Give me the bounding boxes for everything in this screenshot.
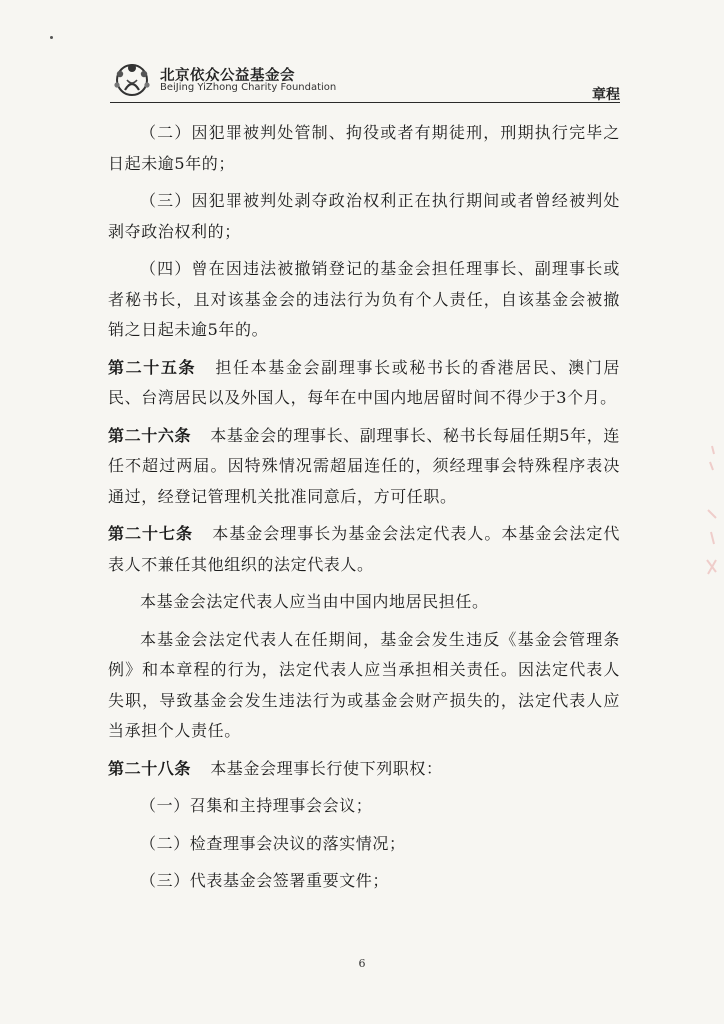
organization-name-cn: 北京依众公益基金会 bbox=[160, 68, 295, 84]
document-body bbox=[108, 118, 620, 904]
charity-people-logo-icon bbox=[110, 60, 154, 100]
paragraph-text: （二）检查理事会决议的落实情况； bbox=[140, 833, 406, 853]
paragraph bbox=[108, 866, 620, 897]
article-paragraph bbox=[108, 754, 620, 785]
article-number: 第二十八条 bbox=[108, 758, 192, 778]
paragraph-text: （三）因犯罪被判处剥夺政治权利正在执行期间或者曾经被判处剥夺政治权利的； bbox=[108, 191, 620, 241]
organization-name-en: BeiJing YiZhong Charity Foundation bbox=[160, 82, 337, 93]
paragraph-text: 本基金会法定代表人应当由中国内地居民担任。 bbox=[140, 592, 489, 611]
paragraph bbox=[108, 587, 620, 618]
paragraph-text: （四）曾在因违法被撤销登记的基金会担任理事长、副理事长或者秘书长，且对该基金会的违法行为负有个人责任，自该基金会被撤销之日起未逾5年的。 bbox=[108, 259, 620, 339]
paragraph bbox=[108, 254, 620, 346]
paragraph-text: （三）代表基金会签署重要文件； bbox=[140, 871, 390, 890]
paragraph-text: （一）召集和主持理事会会议； bbox=[140, 796, 373, 815]
paragraph-text: 本基金会理事长行使下列职权： bbox=[210, 758, 443, 778]
article-paragraph bbox=[108, 421, 620, 513]
paragraph-text: 本基金会法定代表人在任期间，基金会发生违反《基金会管理条例》和本章程的行为，法定代表人应当承担相关责任。因法定代表人失职，导致基金会发生违法行为或基金会财产损失的，法定代表人应当承担个人责任。 bbox=[108, 629, 620, 740]
paragraph bbox=[108, 186, 620, 247]
page-number: 6 bbox=[358, 957, 366, 970]
article-paragraph bbox=[108, 519, 620, 580]
paragraph bbox=[108, 791, 620, 822]
document-type-label: 章程 bbox=[592, 87, 620, 103]
paragraph-text: 担任本基金会副理事长或秘书长的香港居民、澳门居民、台湾居民以及外国人，每年在中国内地居留时间不得少于3个月。 bbox=[108, 357, 620, 407]
letterhead bbox=[110, 60, 620, 103]
article-number: 第二十七条 bbox=[108, 524, 194, 543]
article-number: 第二十五条 bbox=[108, 357, 197, 377]
paragraph-text: 本基金会理事长为基金会法定代表人。本基金会法定代表人不兼任其他组织的法定代表人。 bbox=[108, 524, 620, 574]
article-number: 第二十六条 bbox=[108, 425, 192, 445]
paragraph-text: （二）因犯罪被判处管制、拘役或者有期徒刑，刑期执行完毕之日起未逾5年的； bbox=[108, 123, 620, 173]
paragraph bbox=[108, 829, 620, 860]
paragraph bbox=[108, 118, 620, 179]
article-paragraph bbox=[108, 353, 620, 414]
paragraph-text: 本基金会的理事长、副理事长、秘书长每届任期5年，连任不超过两届。因特殊情况需超届连任的，须经理事会特殊程序表决通过，经登记管理机关批准同意后，方可任职。 bbox=[108, 425, 620, 506]
scan-speck bbox=[50, 36, 53, 39]
paragraph bbox=[108, 625, 620, 747]
seal-stamp-fragment bbox=[702, 440, 722, 600]
